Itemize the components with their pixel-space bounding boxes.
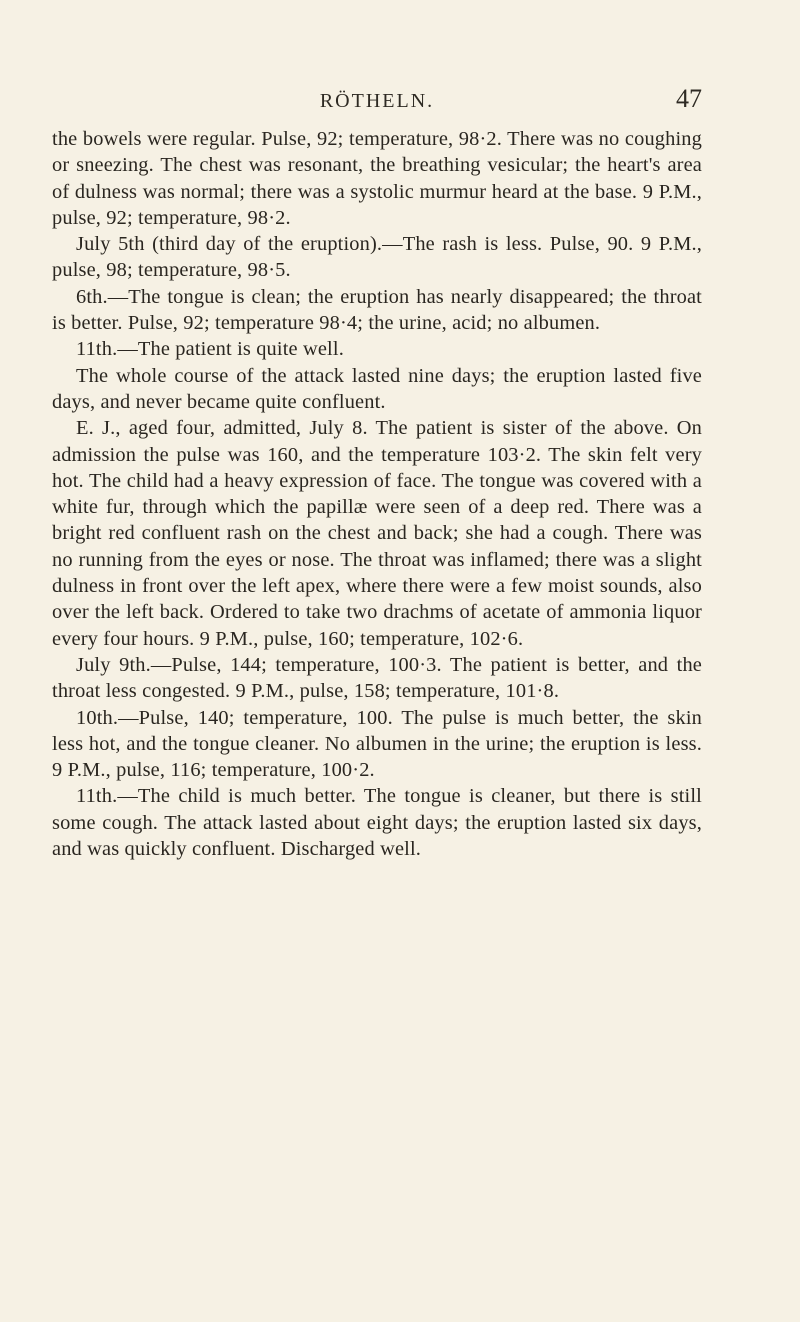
body-text — [52, 126, 702, 862]
paragraph-11th: 11th.—The patient is quite well. — [76, 338, 344, 361]
paragraph-july-9th: July 9th.—Pulse, 144; temperature, 100·3. The patient is better, and the throat less congested. 9 P.M., pulse, 158; temperature, 101·8. — [52, 653, 702, 703]
page-header — [52, 78, 702, 118]
paragraph-6th: 6th.—The tongue is clean; the eruption has nearly disappeared; the throat is better. Pulse, 92; temperature 98·4; the urine, acid; no albumen. — [52, 285, 702, 335]
paragraph-case-ej: E. J., aged four, admitted, July 8. The patient is sister of the above. On admission the pulse was 160, and the temperature 103·2. The skin felt very hot. The child had a heavy expression of face. The tongue was covered with a white fur, through which the papillæ were seen of a deep red. There was a bright red confluent rash on the chest and back; she had a cough. There was no running from the eyes or nose. The throat was inflamed; there was a slight dulness in front over the left apex, where there were a few moist sounds, also over the left back. Ordered to take two drachms of acetate of ammonia liquor every four hours. 9 P.M., pulse, 160; temperature, 102·6. — [52, 417, 702, 650]
paragraph-10th: 10th.—Pulse, 140; temperature, 100. The pulse is much better, the skin less hot, and the tongue cleaner. No albumen in the urine; the eruption is less. 9 P.M., pulse, 116; temperature, 100·2. — [52, 706, 702, 782]
paragraph-july-5th: July 5th (third day of the eruption).—The rash is less. Pulse, 90. 9 P.M., pulse, 98; temperature, 98·5. — [52, 233, 702, 282]
paragraph-11th-discharge: 11th.—The child is much better. The tongue is cleaner, but there is still some cough. The attack lasted about eight days; the eruption lasted six days, and was quickly confluent. Discharged well. — [52, 785, 702, 861]
page-number: 47 — [676, 84, 702, 113]
paragraph-continuation: the bowels were regular. Pulse, 92; temperature, 98·2. There was no coughing or sneezing. The chest was resonant, the breathing vesicular; the heart's area of dulness was normal; there was a systolic murmur heard at the base. 9 P.M., pulse, 92; temperature, 98·2. — [52, 128, 702, 229]
paragraph-course-summary: The whole course of the attack lasted nine days; the eruption lasted five days, and never became quite confluent. — [52, 364, 702, 413]
running-head: RÖTHELN. — [319, 90, 435, 112]
